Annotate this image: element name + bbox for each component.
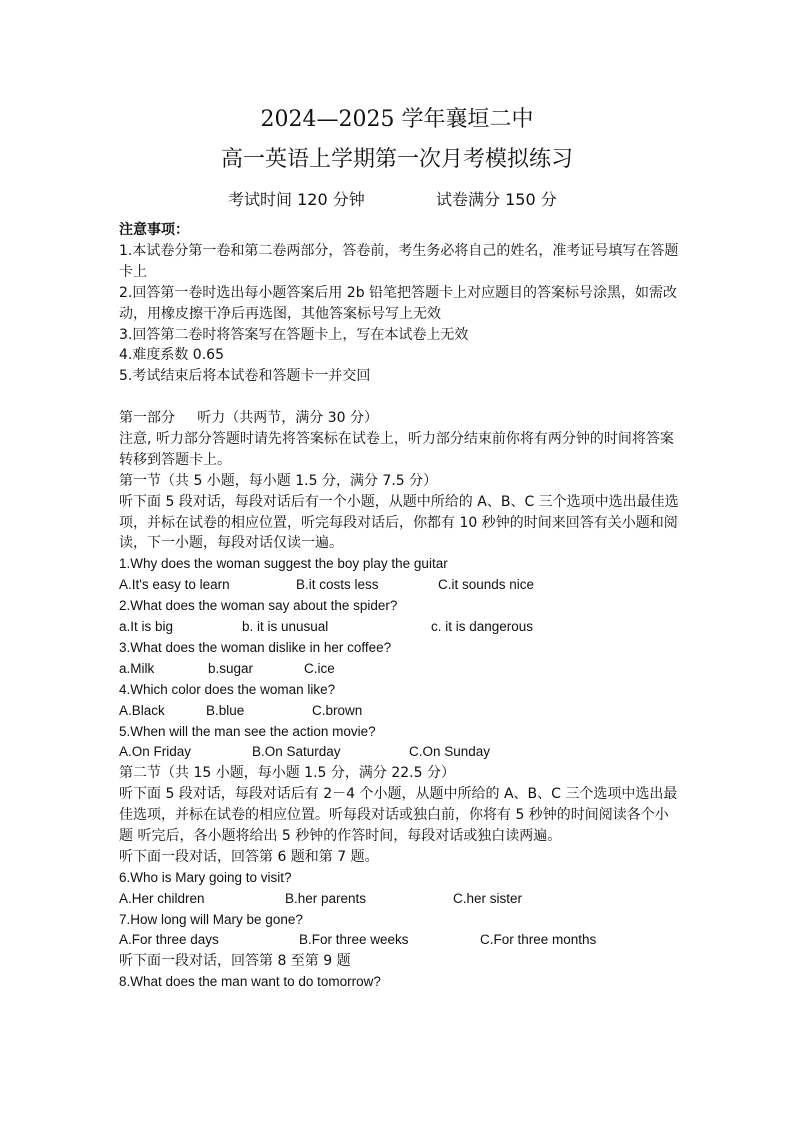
- option-a: a.It is big: [119, 619, 174, 635]
- question-options: [119, 617, 679, 638]
- option-c: C.On Sunday: [409, 744, 491, 760]
- option-c: C.it sounds nice: [438, 577, 535, 593]
- option-c: C.For three months: [480, 932, 597, 948]
- question-options: [119, 889, 679, 910]
- question-options: [119, 575, 679, 596]
- question-options: [119, 930, 679, 951]
- option-b: B.On Saturday: [252, 744, 341, 760]
- section2-title: 第二节（共 15 小题，每小题 1.5 分，满分 22.5 分）: [119, 765, 455, 782]
- option-b: b. it is unusual: [242, 619, 329, 635]
- option-c: C.ice: [304, 660, 335, 676]
- question-text: 6.Who is Mary going to visit?: [119, 869, 292, 885]
- option-b: B.blue: [206, 702, 245, 718]
- question-text: 2.What does the woman say about the spider?: [119, 598, 398, 614]
- note-item: 4.难度系数 0.65: [119, 347, 224, 364]
- question-text: 4.Which color does the woman like?: [119, 681, 336, 697]
- question-options: [119, 659, 679, 680]
- note-item: 5.考试结束后将本试卷和答题卡一并交回: [119, 368, 371, 385]
- dialog-intro: 听下面一段对话，回答第 6 题和第 7 题。: [119, 848, 379, 865]
- option-a: A.It's easy to learn: [119, 577, 230, 593]
- option-a: A.For three days: [119, 932, 219, 948]
- exam-body: [119, 220, 679, 993]
- exam-title-school: 2024—2025 学年襄垣二中: [260, 107, 534, 132]
- exam-time: 考试时间 120 分钟: [228, 190, 365, 209]
- section1-instructions: 听下面 5 段对话，每段对话后有一个小题，从题中所给的 A、B、C 三个选项中选出最佳选项，并标在试卷的相应位置，听完每段对话后，你都有 10 秒钟的时间来回答有关小题和阅读，下一小题，每段对话仅读一遍。: [119, 493, 679, 552]
- note-item: 1.本试卷分第一卷和第二卷两部分，答卷前，考生务必将自己的姓名，准考证号填写在答题卡上: [119, 242, 679, 280]
- spacer: [119, 387, 679, 408]
- option-c: c. it is dangerous: [431, 619, 534, 635]
- section2-instructions: 听下面 5 段对话，每段对话后有 2－4 个小题，从题中所给的 A、B、C 三个选项中选出最佳选项，并标在试卷的相应位置。听每段对话或独白前，你将有 5 秒钟的时间阅读各个小题 听完后，各小题将给出 5 秒钟的作答时间，每段对话或独白读两遍。: [119, 786, 678, 844]
- exam-title-subject: 高一英语上学期第一次月考模拟练习: [220, 147, 573, 172]
- option-c: C.brown: [312, 702, 363, 718]
- option-a: A.Her children: [119, 890, 205, 906]
- question-text: 3.What does the woman dislike in her coffee?: [119, 639, 392, 655]
- option-c: C.her sister: [453, 890, 523, 906]
- part1-title: 第一部分 听力（共两节，满分 30 分）: [119, 410, 378, 427]
- question-options: [119, 742, 679, 763]
- section1-title: 第一节（共 5 小题，每小题 1.5 分，满分 7.5 分）: [119, 472, 438, 489]
- notes-heading: 注意事项：: [119, 222, 189, 238]
- dialog-intro: 听下面一段对话，回答第 8 至第 9 题: [119, 953, 351, 970]
- option-b: b.sugar: [208, 660, 254, 676]
- option-b: B.it costs less: [296, 577, 379, 593]
- option-b: B.her parents: [285, 890, 367, 906]
- question-text: 8.What does the man want to do tomorrow?: [119, 974, 381, 990]
- question-text: 7.How long will Mary be gone?: [119, 911, 303, 927]
- part1-note: 注意, 听力部分答题时请先将答案标在试卷上，听力部分结束前你将有两分钟的时间将答案转移到答题卡上。: [119, 430, 674, 468]
- note-item: 3.回答第二卷时将答案写在答题卡上，写在本试卷上无效: [119, 326, 469, 343]
- question-text: 1.Why does the woman suggest the boy play the guitar: [119, 556, 448, 572]
- option-a: A.On Friday: [119, 744, 192, 760]
- option-a: a.Milk: [119, 660, 155, 676]
- note-item: 2.回答第一卷时选出每小题答案后用 2b 铅笔把答题卡上对应题目的答案标号涂黑，如需改动，用橡皮擦干净后再选图，其他答案标号写上无效: [119, 284, 678, 322]
- question-options: [119, 701, 679, 722]
- question-text: 5.When will the man see the action movie?: [119, 723, 376, 739]
- option-b: B.For three weeks: [299, 932, 409, 948]
- option-a: A.Black: [119, 702, 165, 718]
- full-score: 试卷满分 150 分: [436, 190, 557, 209]
